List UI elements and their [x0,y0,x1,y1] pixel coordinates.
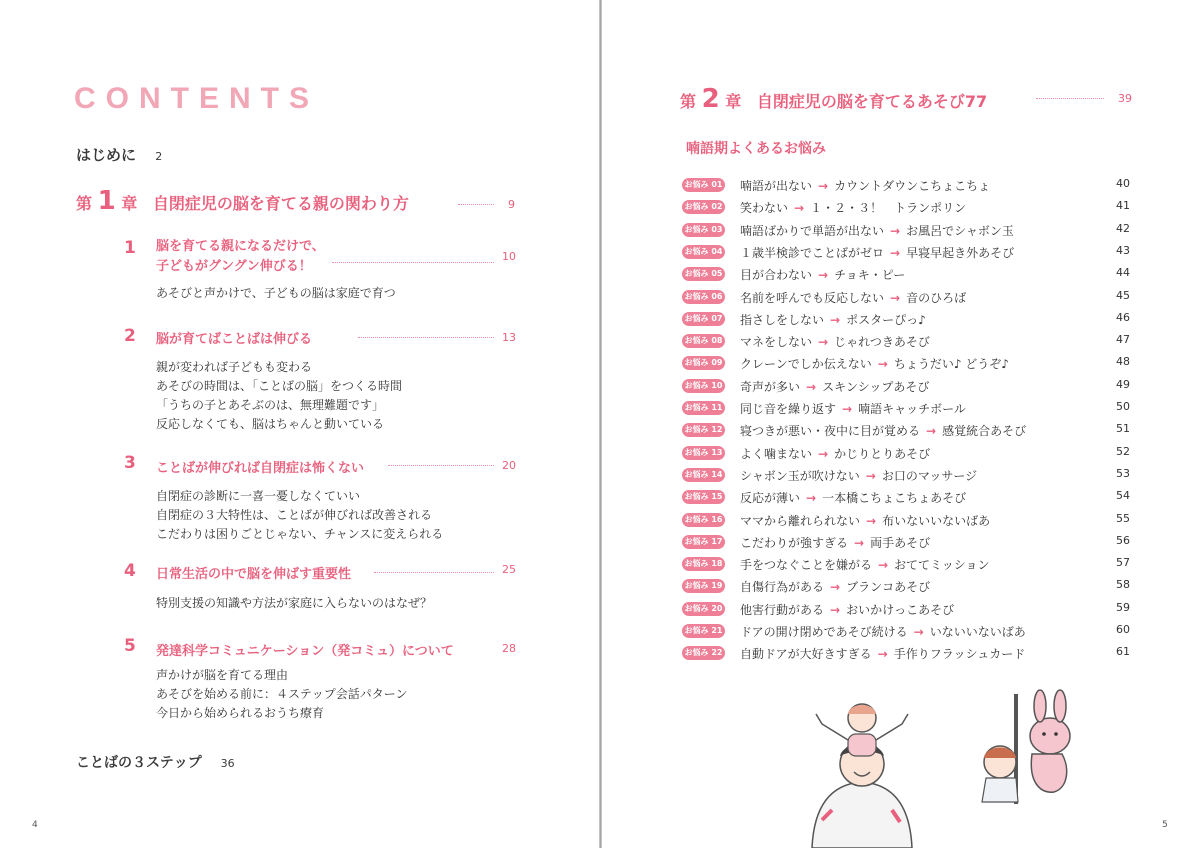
trouble-page: 47 [1116,333,1130,347]
trouble-page: 52 [1116,444,1130,458]
steps-heading [76,752,235,772]
trouble-badge: お悩み 08 [682,334,725,348]
trouble-page: 60 [1116,623,1130,636]
trouble-text [740,645,1025,662]
section-1-title-line1: 脳を育てる親になるだけで、 [156,239,325,254]
trouble-play: じゃれつきあそび [834,335,930,350]
trouble-badge: お悩み 09 [682,356,725,370]
child-bunny-illustration [982,690,1070,804]
trouble-row [682,420,1130,440]
arrow-icon: → [854,535,865,550]
trouble-row [682,376,1130,396]
intro-label: はじめに [76,146,137,164]
trouble-badge: お悩み 01 [682,178,725,192]
trouble-text [740,289,966,306]
trouble-page: 56 [1116,533,1130,547]
trouble-text [740,266,905,283]
chapter2-label-pre: 第 [680,92,697,111]
arrow-icon: → [830,602,841,617]
arrow-icon: → [830,580,841,595]
trouble-page: 43 [1116,243,1130,257]
trouble-problem: ドアの開け閉めであそび続ける [740,625,908,639]
trouble-problem: 同じ音を繰り返す [740,402,837,416]
arrow-icon: → [830,312,841,327]
contents-title: CONTENTS [74,82,319,115]
trouble-row [682,465,1130,485]
trouble-text [740,601,954,618]
trouble-row [682,353,1130,373]
trouble-problem: ママから離れられない [740,513,861,528]
trouble-page: 42 [1116,221,1130,235]
arrow-icon: → [818,268,829,283]
trouble-page: 54 [1116,489,1130,503]
trouble-text [740,534,930,551]
trouble-text [740,623,1026,640]
trouble-problem: １歳半検診でことばがゼロ [740,245,885,260]
trouble-problem: 自傷行為がある [740,580,825,595]
trouble-page: 44 [1116,266,1130,280]
subheading: 喃語期よくあるお悩み [686,141,826,157]
trouble-problem: 指さしをしない [740,312,825,327]
trouble-problem: 名前を呼んでも反応しない [740,290,885,305]
trouble-play: 早寝早起き外あそび [906,245,1015,260]
trouble-play: ポスターぴっ♪ [846,312,926,327]
arrow-icon: → [865,468,876,483]
trouble-badge: お悩み 03 [682,223,725,237]
trouble-page: 50 [1116,400,1130,413]
trouble-page: 61 [1116,645,1130,659]
trouble-play: スキンシップあそび [822,379,930,394]
section-1-number: 1 [124,238,136,258]
trouble-text [740,578,930,595]
trouble-badge: お悩み 02 [682,200,725,214]
trouble-play: 喃語キャッチボール [858,402,966,416]
trouble-badge: お悩み 12 [682,423,725,437]
arrow-icon: → [818,335,829,350]
chapter2-title: 自閉症児の脳を育てるあそび77 [756,92,988,111]
trouble-row [682,197,1130,217]
chapter2-label-post: 章 [725,92,742,111]
trouble-problem: 他害行動がある [740,602,825,617]
trouble-play: おててミッション [894,558,990,573]
trouble-text [740,489,966,506]
trouble-play: 布いないいないばあ [882,513,991,528]
trouble-text [740,333,930,350]
section-1-sub-1: あそびと声かけで、子どもの脳は家庭で育つ [156,286,396,300]
trouble-text [740,378,929,395]
arrow-icon: → [866,513,877,528]
trouble-play: チョキ・ピー [834,268,906,283]
trouble-badge: お悩み 22 [682,646,725,660]
right-folio: 5 [1162,820,1168,830]
arrow-icon: → [890,223,901,238]
trouble-play: いないいないばあ [929,625,1026,639]
trouble-row [682,643,1130,663]
trouble-badge: お悩み 10 [682,379,725,393]
chapter2-heading [680,84,987,114]
arrow-icon: → [806,379,817,394]
trouble-problem: よく噛まない [740,446,813,461]
arrow-icon: → [913,625,924,639]
trouble-row [682,510,1130,530]
trouble-problem: 笑わない [740,201,789,216]
trouble-badge: お悩み 18 [682,557,725,571]
trouble-badge: お悩み 15 [682,490,725,504]
trouble-badge: お悩み 19 [682,579,725,593]
trouble-problem: シャボン玉が吹けない [740,468,860,483]
chapter1-label-pre: 第 [76,194,93,213]
trouble-row [682,554,1130,574]
trouble-play: ブランコあそび [846,580,931,595]
trouble-text [740,445,930,462]
trouble-play: 音のひろば [906,290,967,305]
trouble-badge: お悩み 07 [682,312,725,326]
trouble-badge: お悩み 17 [682,535,725,549]
intro-heading [76,144,162,165]
left-folio: 4 [32,820,38,830]
arrow-icon: → [877,357,888,372]
trouble-problem: 喃語ばかりで単語が出ない [740,223,885,238]
trouble-row [682,264,1130,284]
steps-label: ことばの３ステップ [76,755,202,771]
section-2-leader [358,337,494,338]
section-4-number: 4 [124,561,136,581]
arrow-icon: → [806,491,817,506]
trouble-play: カウントダウンこちょこちょ [834,179,991,193]
section-3-sub-2: 自閉症の３大特性は、ことばが伸びれば改善される [156,508,433,522]
trouble-text [740,512,990,529]
trouble-row [682,398,1130,418]
trouble-play: ちょうだい♪ どうぞ♪ [893,357,1009,372]
section-4-sub-1: 特別支援の知識や方法が家庭に入らないのはなぜ？ [156,596,433,610]
section-2-sub-2: あそびの時間は、「ことばの脳」をつくる時間 [156,379,403,393]
trouble-row [682,443,1130,463]
chapter1-leader [458,204,494,205]
trouble-page: 55 [1116,511,1130,525]
trouble-page: 48 [1116,355,1130,369]
trouble-play: おいかけっこあそび [846,602,955,617]
trouble-problem: クレーンでしか伝えない [740,357,872,372]
arrow-icon: → [794,201,805,216]
section-3-title: ことばが伸びれば自閉症は怖くない [156,461,365,476]
arrow-icon: → [842,402,853,416]
section-2-page: 13 [502,331,516,344]
trouble-page: 40 [1116,177,1130,190]
arrow-icon: → [878,558,889,573]
arrow-icon: → [818,179,829,193]
trouble-page: 59 [1116,600,1130,614]
section-3-leader [388,465,494,466]
trouble-problem: 寝つきが悪い・夜中に目が覚める [740,424,921,439]
trouble-problem: こだわりが強すぎる [740,535,849,550]
trouble-text [740,311,926,328]
trouble-row [682,576,1130,596]
chapter2-number: 2 [701,84,720,114]
section-5-sub-3: 今日から始められるおうち療育 [156,706,325,720]
trouble-row [682,599,1130,619]
trouble-page: 41 [1116,199,1130,213]
trouble-page: 58 [1116,578,1130,592]
section-5-number: 5 [124,636,136,656]
trouble-text [740,400,966,417]
trouble-text [740,222,1014,239]
section-4-title: 日常生活の中で脳を伸ばす重要性 [156,567,352,582]
trouble-badge: お悩み 11 [682,401,725,415]
section-1-leader [332,262,494,263]
trouble-text [740,422,1026,439]
section-3-sub-3: こだわりは困りごとじゃない、チャンスに変えられる [156,527,444,541]
trouble-row [682,287,1130,307]
arrow-icon: → [877,647,888,662]
section-4-leader [374,572,494,573]
trouble-play: １・２・３！ トランポリン [810,201,967,216]
trouble-row [682,532,1130,552]
trouble-text [740,556,989,573]
trouble-text [740,244,1014,261]
trouble-badge: お悩み 14 [682,468,725,482]
section-2-sub-4: 反応しなくても、脳はちゃんと動いている [156,417,385,431]
trouble-play: かじりとりあそび [834,446,931,461]
intro-page: 2 [155,150,163,163]
trouble-row [682,309,1130,329]
trouble-problem: 喃語が出ない [740,179,813,193]
trouble-text [740,467,977,484]
steps-page: 36 [220,757,235,770]
section-3-number: 3 [124,453,136,473]
arrow-icon: → [890,245,901,260]
trouble-play: 両手あそび [870,535,931,550]
trouble-badge: お悩み 16 [682,513,725,527]
section-2-sub-1: 親が変われば子どもも変わる [156,360,313,374]
trouble-row [682,331,1130,351]
section-3-page: 20 [502,459,516,472]
trouble-row [682,175,1130,195]
trouble-row [682,220,1130,240]
trouble-play: 手作りフラッシュカード [893,647,1026,662]
trouble-badge: お悩み 06 [682,290,725,304]
trouble-page: 49 [1116,377,1130,391]
trouble-problem: 自動ドアが大好きすぎる [740,647,872,662]
trouble-row [682,242,1130,262]
chapter1-label-post: 章 [121,194,138,213]
trouble-row [682,621,1130,641]
section-3-sub-1: 自閉症の診断に一喜一憂しなくていい [156,489,361,503]
trouble-page: 46 [1116,310,1130,324]
chapter2-leader [1036,98,1104,99]
trouble-page: 51 [1116,422,1130,436]
arrow-icon: → [890,290,901,305]
trouble-play: お口のマッサージ [881,468,978,483]
trouble-badge: お悩み 13 [682,446,725,460]
section-1-title-line2: 子どもがグングン伸びる！ [156,259,312,274]
section-5-sub-2: あそびを始める前に：４ステップ会話パターン [156,687,408,701]
trouble-problem: 奇声が多い [740,379,801,394]
section-4-page: 25 [502,563,516,576]
trouble-page: 45 [1116,288,1130,302]
illustration [792,684,1092,848]
section-5-title: 発達科学コミュニケーション（発コミュ）について [156,644,454,659]
trouble-page: 57 [1116,556,1130,570]
trouble-page: 53 [1116,466,1130,480]
trouble-problem: マネをしない [740,335,813,350]
chapter1-page: 9 [508,198,515,211]
trouble-text [740,177,990,194]
chapter2-page: 39 [1118,92,1132,105]
trouble-problem: 目が合わない [740,268,813,283]
section-5-page: 28 [502,642,516,655]
section-2-title: 脳が育てばことばは伸びる [156,332,313,347]
section-2-number: 2 [124,326,136,346]
trouble-play: お風呂でシャボン玉 [906,223,1014,238]
trouble-badge: お悩み 21 [682,624,725,638]
arrow-icon: → [818,446,829,461]
trouble-badge: お悩み 04 [682,245,725,259]
arrow-icon: → [926,424,937,439]
trouble-problem: 反応が薄い [740,491,801,506]
chapter1-number: 1 [97,186,116,216]
trouble-play: 感覚統合あそび [942,424,1027,439]
trouble-badge: お悩み 05 [682,267,725,281]
trouble-row [682,487,1130,507]
trouble-text [740,355,1009,372]
trouble-problem: 手をつなぐことを嫌がる [740,558,873,573]
section-5-sub-1: 声かけが脳を育てる理由 [156,668,289,682]
chapter1-title: 自閉症児の脳を育てる親の関わり方 [152,194,409,213]
chapter1-heading [76,186,409,216]
trouble-badge: お悩み 20 [682,602,725,616]
section-1-page: 10 [502,250,516,263]
trouble-text [740,199,966,216]
section-2-sub-3: 「うちの子とあそぶのは、無理難題です」 [156,398,385,412]
parent-child-illustration [812,704,912,848]
trouble-play: 一本橋こちょこちょあそび [822,491,967,506]
